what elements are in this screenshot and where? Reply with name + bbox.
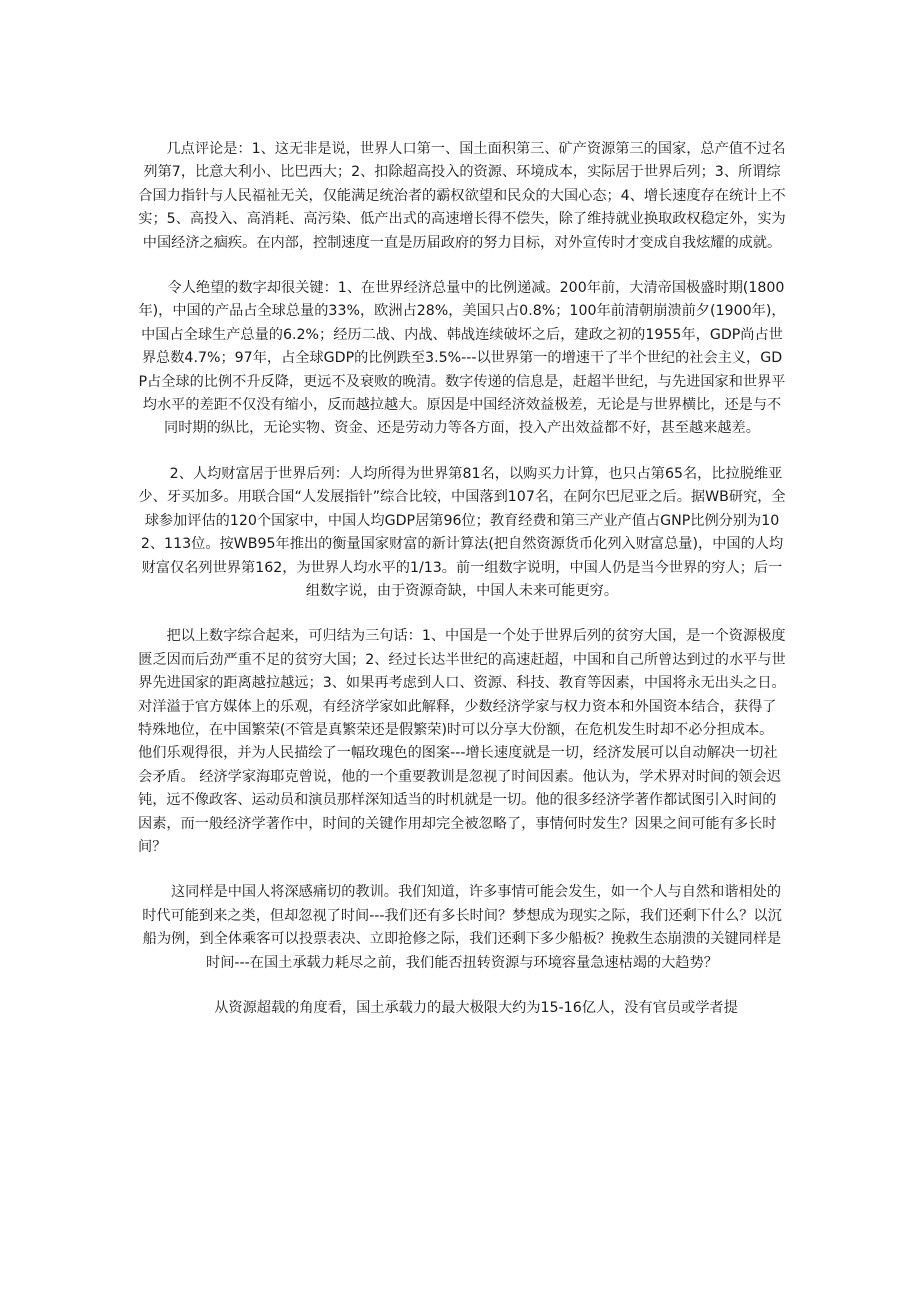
paragraph-lesson-time: 这同样是中国人将深感痛切的教训。我们知道，许多事情可能会发生，如一个人与自然和谐相处的时代可能到来之类，但却忽视了时间---我们还有多长时间？梦想成为现实之际，我们还剩下什么？以沉船为例，到全体乘客可以投票表决、立即抢修之际，我们还剩下多少船板？挽救生态崩溃的关键同样是时间---在国土承载力耗尽之前，我们能否扭转资源与环境容量急速枯竭的大趋势？ xyxy=(142,884,782,971)
paragraph-commentary: 几点评论是：1、这无非是说，世界人口第一、国土面积第三、矿产资源第三的国家，总产值不过名列第7，比意大利小、比巴西大；2、扣除超高投入的资源、环境成本，实际居于世界后列；3、所谓综合国力指针与人民福祉无关，仅能满足统治者的霸权欲望和民众的大国心态；4、增长速度存在统计上不实；5、高投入、高消耗、高污染、低产出式的高速增长得不偿失，除了维持就业换取政权稳定外，实为中国经济之痼疾。在内部，控制速度一直是历届政府的努力目标，对外宣传时才变成自我炫耀的成就。 xyxy=(138,141,786,251)
document-page xyxy=(138,138,786,1020)
paragraph-three-sentences: 把以上数字综合起来，可归结为三句话：1、中国是一个处于世界后列的贫穷大国，是一个资源极度匮乏因而后劲严重不足的贫穷大国；2、经过长达半世纪的高速赶超，中国和自己所曾达到过的水平与世界先进国家的距离越拉越远；3、如果再考虑到人口、资源、科技、教育等因素，中国将永无出头之日。 xyxy=(138,628,786,692)
paragraph-despair-numbers: 令人绝望的数字却很关键：1、在世界经济总量中的比例递减。200年前，大清帝国极盛时期(1800年)，中国的产品占全球总量的33%，欧洲占28%，美国只占0.8%；100年前清朝崩溃前夕(1900年)，中国占全球生产总量的6.2%；经历二战、内战、韩战连续破坏之后，建政之初的1955年，GDP尚占世界总数4.7%；97年，占全球GDP的比例跌至3.5%---以世界第一的增速干了半个世纪的社会主义，GDP占全球的比例不升反降，更远不及衰败的晚清。数字传递的信息是，赶超半世纪，与先进国家和世界平均水平的差距不仅没有缩小，反而越拉越大。原因是中国经济效益极差，无论是与世界横比，还是与不同时期的纵比，无论实物、资金、还是劳动力等各方面，投入产出效益都不好，甚至越来越差。 xyxy=(138,280,786,437)
paragraph-official-optimism: 对洋溢于官方媒体上的乐观，有经济学家如此解释，少数经济学家与权力资本和外国资本结合，获得了特殊地位，在中国繁荣(不管是真繁荣还是假繁荣)时可以分享大份额，在危机发生时却不必分担成本。他们乐观得很，并为人民描绘了一幅玫瑰色的图案---增长速度就是一切，经济发展可以自动解决一切社会矛盾。 经济学家海耶克曾说，他的一个重要教训是忽视了时间因素。他认为，学术界对时间的领会迟钝，远不像政客、运动员和演员那样深知适当的时机就是一切。他的很多经济学著作都试图引入时间的因素，而一般经济学著作中，时间的关键作用却完全被忽略了，事情何时发生？因果之间可能有多长时间？ xyxy=(138,698,781,855)
paragraph-resource-overload: 从资源超载的角度看，国土承载力的最大极限大约为15-16亿人，没有官员或学者提 xyxy=(214,1000,738,1016)
paragraph-per-capita-wealth: 2、人均财富居于世界后列：人均所得为世界第81名，以购买力计算，也只占第65名，比拉脱维亚少、牙买加多。用联合国“人发展指针”综合比较，中国落到107名，在阿尔巴尼亚之后。据WB研究，全球参加评估的120个国家中，中国人均GDP居第96位；教育经费和第三产业产值占GNP比例分别为102、113位。按WB95年推出的衡量国家财富的新计算法(把自然资源货币化列入财富总量)，中国的人均财富仅名列世界第162，为世界人均水平的1/13。前一组数字说明，中国人仍是当今世界的穷人；后一组数字说，由于资源奇缺，中国人未来可能更穷。 xyxy=(138,465,786,599)
